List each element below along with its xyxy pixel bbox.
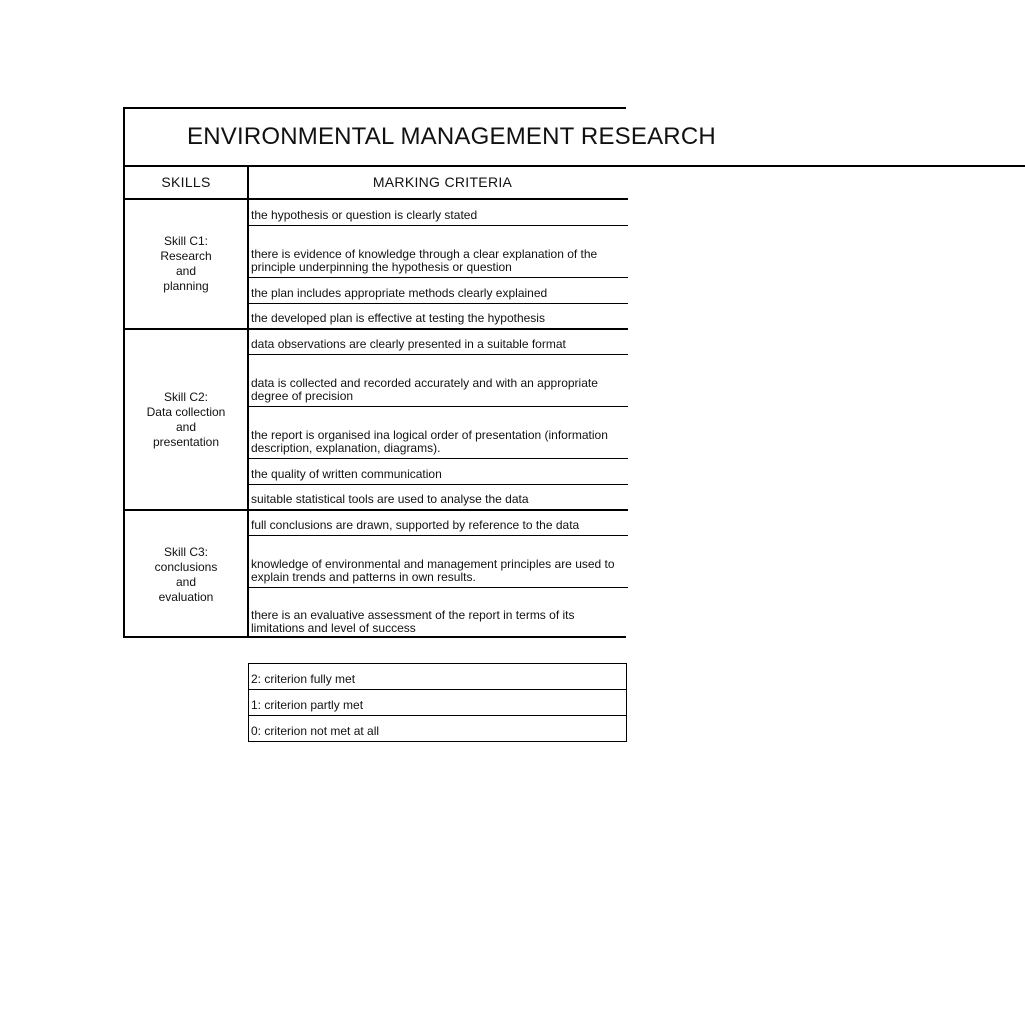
criterion-row: the quality of written communication	[249, 459, 628, 485]
skill-cell-c2	[125, 330, 249, 509]
criterion-row: there is an evaluative assessment of the report in terms of its limitations and level of success	[251, 608, 575, 635]
criterion-row: the developed plan is effective at testing the hypothesis	[251, 311, 545, 325]
skill-line: Skill C1:	[163, 234, 208, 248]
scoring-key-row: 0: criterion not met at all	[251, 724, 380, 738]
criterion-row: suitable statistical tools are used to analyse the data	[251, 492, 529, 506]
skill-line: and	[175, 419, 197, 434]
criterion-row: full conclusions are drawn, supported by reference to the data	[249, 511, 628, 536]
skill-line: Skill C2:	[163, 389, 208, 404]
skill-line: and	[175, 264, 196, 278]
skill-line: Skill C3:	[163, 544, 208, 559]
criterion-row: data observations are clearly presented in a suitable format	[249, 330, 628, 355]
scoring-key-table	[248, 663, 627, 742]
skill-cell-c1	[125, 200, 249, 328]
criteria-column-c1	[249, 200, 628, 328]
table-header-row	[125, 167, 628, 200]
skill-line: presentation	[152, 434, 220, 449]
criterion-row: data is collected and recorded accurately and with an appropriate degree of precision	[249, 355, 628, 407]
criterion-row: knowledge of environmental and management principles are used to explain trends and patterns in own results.	[249, 536, 628, 588]
skill-cell-c3	[125, 511, 249, 638]
skill-line: planning	[163, 279, 209, 293]
criterion-row: the report is organised ina logical order of presentation (information description, explanation, diagrams).	[249, 407, 628, 459]
skill-line: conclusions	[154, 559, 218, 574]
marking-criteria-column-header: MARKING CRITERIA	[372, 174, 513, 190]
criteria-column-c2	[249, 330, 628, 509]
scoring-key-row: 2: criterion fully met	[249, 664, 626, 690]
skills-column-header: SKILLS	[125, 167, 249, 198]
criterion-row: the plan includes appropriate methods clearly explained	[249, 278, 628, 304]
skill-line: evaluation	[158, 589, 214, 604]
skill-section-c2	[125, 330, 628, 511]
scoring-key-row: 1: criterion partly met	[249, 690, 626, 716]
page-title: ENVIRONMENTAL MANAGEMENT RESEARCH	[125, 109, 1025, 167]
skill-section-c3	[125, 511, 628, 638]
skill-line: Research	[160, 249, 212, 263]
skill-section-c1	[125, 200, 628, 330]
criteria-column-c3	[249, 511, 628, 638]
rubric-table	[123, 107, 716, 638]
criterion-row: there is evidence of knowledge through a clear explanation of the principle underpinning the hypothesis or question	[249, 226, 628, 278]
skill-line: and	[175, 574, 196, 589]
criterion-row: the hypothesis or question is clearly stated	[249, 200, 628, 226]
skill-line: Data collection	[146, 404, 226, 419]
